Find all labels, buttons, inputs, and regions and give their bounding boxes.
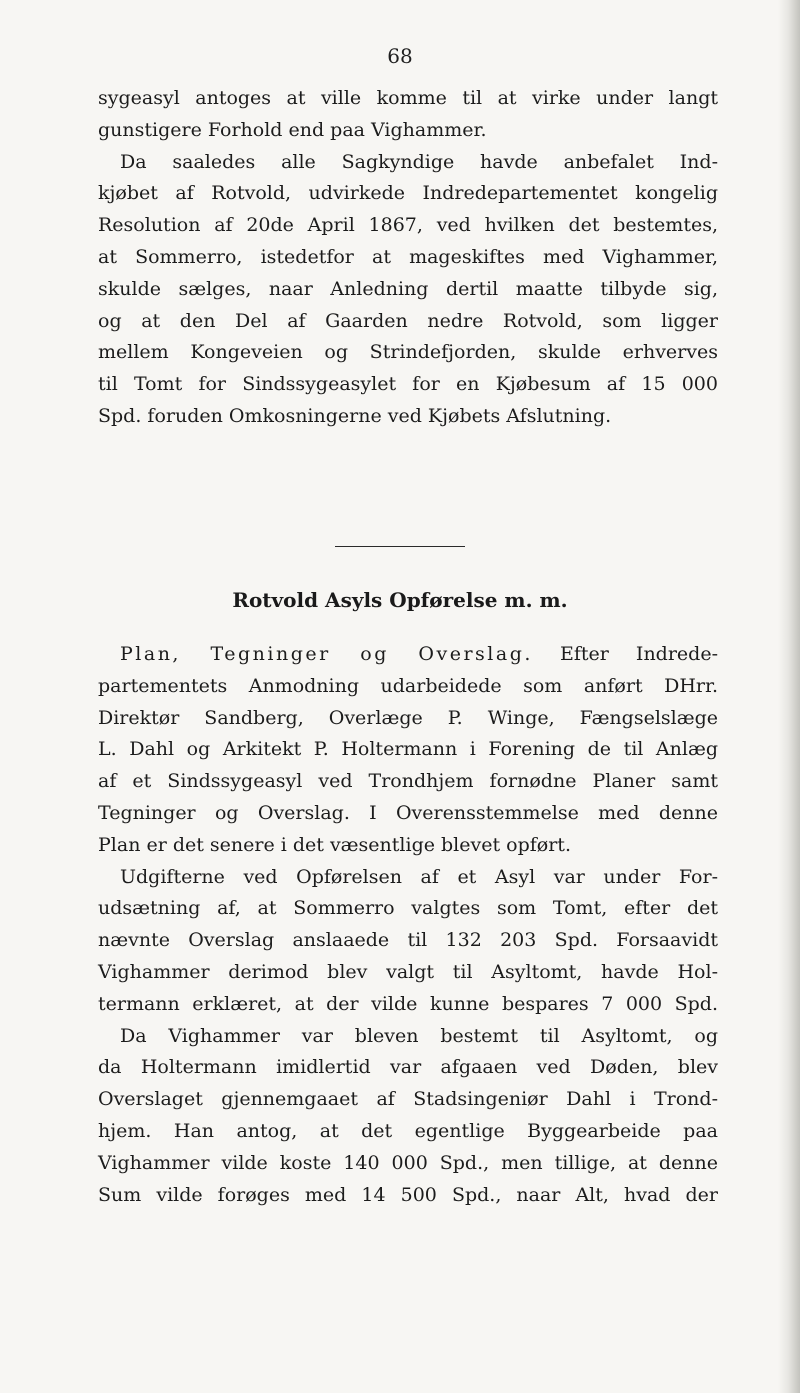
text-line: Spd. foruden Omkosningerne ved Kjøbets Afslutning. (98, 404, 612, 427)
text-line: sygeasyl antoges at ville komme til at virke under langt (98, 87, 718, 109)
section-heading: Rotvold Asyls Opførelse m. m. (232, 588, 568, 612)
page-edge-shadow (778, 0, 800, 1393)
text-line: skulde sælges, naar Anledning dertil maatte tilbyde sig, (98, 277, 718, 300)
text-line: til Tomt for Sindssygeasylet for en Kjøbesum af 15 000 (98, 373, 718, 396)
text-line: Da saaledes alle Sagkyndige havde anbefalet Ind- (120, 150, 718, 173)
section-divider (335, 546, 465, 547)
text-line: da Holtermann imidlertid var afgaaen ved Døden, blev (98, 1056, 718, 1079)
text-line: og at den Del af Gaarden nedre Rotvold, som ligger (98, 309, 718, 332)
text-line: kjøbet af Rotvold, udvirkede Indredepartementet kongelig (98, 182, 718, 205)
text-line: mellem Kongeveien og Strindefjorden, skulde erhverves (98, 341, 718, 364)
text-line: udsætning af, at Sommerro valgtes som Tomt, efter det (98, 897, 718, 920)
intro-paragraphs (98, 83, 718, 433)
text-line: at Sommerro, istedetfor at mageskiftes med Vighammer, (98, 245, 718, 268)
section-paragraphs (98, 639, 718, 1211)
text-line: Sum vilde forøges med 14 500 Spd., naar Alt, hvad der (98, 1183, 718, 1206)
text-line: Resolution af 20de April 1867, ved hvilken det bestemtes, (98, 214, 718, 237)
lead-spaced-text: Plan, Tegninger og Overslag. (120, 643, 533, 665)
text-line: hjem. Han antog, at det egentlige Byggearbeide paa (98, 1119, 718, 1142)
page-number: 68 (387, 44, 413, 68)
lead-line (98, 639, 718, 671)
text-line: nævnte Overslag anslaaede til 132 203 Spd. Forsaavidt (98, 929, 718, 952)
text-line: Overslaget gjennemgaaet af Stadsingeniør Dahl i Trond- (98, 1088, 718, 1111)
text-line: termann erklæret, at der vilde kunne bespares 7 000 Spd. (98, 992, 718, 1015)
text-line: Udgifterne ved Opførelsen af et Asyl var under For- (120, 865, 718, 888)
text-line: Da Vighammer var bleven bestemt til Asyltomt, og (120, 1024, 718, 1047)
text-line: Direktør Sandberg, Overlæge P. Winge, Fængselslæge (98, 706, 718, 729)
text-line: Vighammer vilde koste 140 000 Spd., men tillige, at denne (98, 1151, 718, 1174)
lead-line-rest: Efter Indrede- (560, 643, 718, 665)
text-line: partementets Anmodning udarbeidede som anført DHrr. (98, 674, 718, 697)
text-line: af et Sindssygeasyl ved Trondhjem fornødne Planer samt (98, 770, 718, 793)
text-line: L. Dahl og Arkitekt P. Holtermann i Forening de til Anlæg (98, 738, 718, 761)
text-line: gunstigere Forhold end paa Vighammer. (98, 118, 487, 141)
text-line: Plan er det senere i det væsentlige blevet opført. (98, 833, 571, 856)
text-line: Tegninger og Overslag. I Overensstemmelse med denne (98, 801, 718, 824)
text-line: Vighammer derimod blev valgt til Asyltomt, havde Hol- (98, 960, 718, 983)
